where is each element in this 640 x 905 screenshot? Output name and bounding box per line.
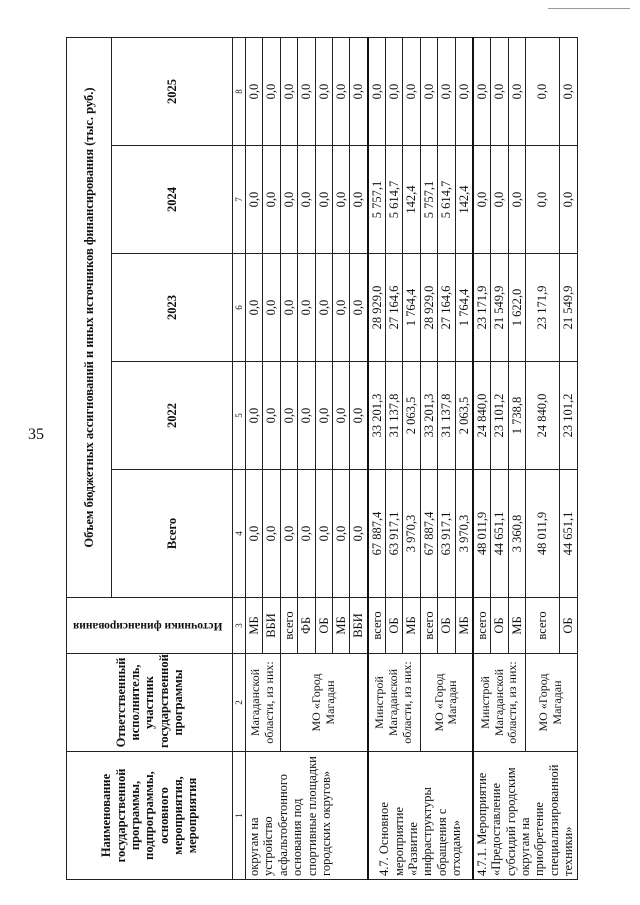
funding-value: 0,0: [298, 470, 315, 598]
funding-value: 0,0: [350, 470, 368, 598]
funding-value: 3 970,3: [403, 470, 420, 598]
funding-value: 23 171,9: [526, 254, 560, 362]
funding-source: ОБ: [438, 598, 455, 654]
funding-value: 0,0: [315, 470, 332, 598]
header-year: 2022: [112, 362, 233, 470]
funding-source: ОБ: [560, 598, 577, 654]
funding-value: 5 614,7: [438, 146, 455, 254]
funding-value: 0,0: [263, 362, 280, 470]
funding-value: 0,0: [332, 470, 349, 598]
funding-value: 0,0: [246, 470, 263, 598]
funding-source: всего: [526, 598, 560, 654]
funding-source: МБ: [332, 598, 349, 654]
funding-value: 142,4: [455, 146, 473, 254]
funding-value: 63 917,1: [438, 470, 455, 598]
header-source: [67, 598, 233, 654]
funding-value: 1 738,8: [508, 362, 525, 470]
header-total: Всего: [112, 470, 233, 598]
funding-source: всего: [473, 598, 491, 654]
funding-value: 23 101,2: [560, 362, 577, 470]
funding-source: ОБ: [315, 598, 332, 654]
responsible-executor: МО «Город Магадан: [526, 654, 578, 752]
funding-value: 1 622,0: [508, 254, 525, 362]
funding-source: МБ: [403, 598, 420, 654]
funding-value: 3 970,3: [455, 470, 473, 598]
funding-value: 24 840,0: [473, 362, 491, 470]
funding-source: всего: [280, 598, 297, 654]
funding-value: 1 764,4: [403, 254, 420, 362]
funding-value: 23 101,2: [491, 362, 508, 470]
funding-value: 0,0: [280, 362, 297, 470]
funding-source: ОБ: [491, 598, 508, 654]
funding-source: ФБ: [298, 598, 315, 654]
funding-source: ВБИ: [350, 598, 368, 654]
funding-value: 0,0: [560, 146, 577, 254]
rotated-table-container: [66, 38, 586, 880]
funding-value: 63 917,1: [386, 470, 403, 598]
funding-value: 0,0: [386, 38, 403, 146]
funding-value: 0,0: [298, 146, 315, 254]
funding-value: 0,0: [508, 38, 525, 146]
funding-value: 0,0: [473, 146, 491, 254]
column-number: 4: [233, 470, 246, 598]
funding-value: 0,0: [368, 38, 386, 146]
funding-value: 48 011,9: [473, 470, 491, 598]
measure-name: 4.7. Основное мероприятие «Развитие инфраструктуры обращения с отходами»: [368, 752, 473, 880]
funding-value: 44 651,1: [491, 470, 508, 598]
column-number: 3: [233, 598, 246, 654]
funding-value: 0,0: [298, 38, 315, 146]
funding-value: 0,0: [246, 146, 263, 254]
header-source-label: Источники финансирования: [73, 620, 223, 633]
funding-source: ВБИ: [263, 598, 280, 654]
funding-source: всего: [420, 598, 437, 654]
funding-value: 0,0: [403, 38, 420, 146]
funding-value: 0,0: [473, 38, 491, 146]
funding-value: 0,0: [350, 254, 368, 362]
funding-value: 0,0: [491, 38, 508, 146]
funding-value: 0,0: [298, 362, 315, 470]
funding-value: 0,0: [526, 146, 560, 254]
funding-value: 0,0: [246, 254, 263, 362]
funding-value: 0,0: [332, 38, 349, 146]
funding-value: 0,0: [315, 254, 332, 362]
responsible-executor: Минстрой Магаданской области, из них:: [368, 654, 421, 752]
funding-value: 0,0: [263, 254, 280, 362]
funding-value: 2 063,5: [403, 362, 420, 470]
table-row: [246, 38, 263, 880]
funding-value: 21 549,9: [491, 254, 508, 362]
funding-value: 5 757,1: [420, 146, 437, 254]
funding-value: 28 929,0: [420, 254, 437, 362]
funding-value: 0,0: [246, 362, 263, 470]
header-volume: Объем бюджетных ассигнований и иных источников финансирования (тыс. руб.): [67, 38, 112, 598]
funding-value: 0,0: [350, 38, 368, 146]
funding-value: 0,0: [246, 38, 263, 146]
funding-value: 28 929,0: [368, 254, 386, 362]
funding-value: 67 887,4: [420, 470, 437, 598]
funding-value: 0,0: [263, 38, 280, 146]
funding-value: 0,0: [350, 362, 368, 470]
funding-value: 0,0: [526, 38, 560, 146]
funding-value: 142,4: [403, 146, 420, 254]
column-number: 6: [233, 254, 246, 362]
top-rule: [548, 8, 630, 9]
column-number: 2: [233, 654, 246, 752]
funding-value: 0,0: [280, 146, 297, 254]
funding-value: 0,0: [332, 254, 349, 362]
column-number: 7: [233, 146, 246, 254]
funding-value: 33 201,3: [368, 362, 386, 470]
header-name: Наименование государственной программы, подпрограммы, основного мероприятия, мероприятия: [67, 752, 233, 880]
funding-value: 24 840,0: [526, 362, 560, 470]
funding-value: 44 651,1: [560, 470, 577, 598]
funding-value: 5 614,7: [386, 146, 403, 254]
funding-value: 0,0: [315, 38, 332, 146]
funding-value: 0,0: [560, 38, 577, 146]
funding-value: 23 171,9: [473, 254, 491, 362]
funding-value: 0,0: [455, 38, 473, 146]
funding-value: 0,0: [280, 470, 297, 598]
funding-value: 3 360,8: [508, 470, 525, 598]
table-row: [368, 38, 386, 880]
header-responsible: Ответственный исполнитель, участник государственной программы: [67, 654, 233, 752]
funding-value: 67 887,4: [368, 470, 386, 598]
funding-source: ОБ: [386, 598, 403, 654]
funding-value: 21 549,9: [560, 254, 577, 362]
funding-value: 0,0: [263, 146, 280, 254]
funding-value: 0,0: [420, 38, 437, 146]
column-number: 1: [233, 752, 246, 880]
funding-value: 0,0: [508, 146, 525, 254]
funding-source: МБ: [455, 598, 473, 654]
funding-value: 31 137,8: [438, 362, 455, 470]
funding-value: 33 201,3: [420, 362, 437, 470]
funding-value: 2 063,5: [455, 362, 473, 470]
funding-source: МБ: [246, 598, 263, 654]
measure-name: 4.7.1. Мероприятие «Предоставление субсидий городским округам на приобретение специализированной техники»: [473, 752, 577, 880]
responsible-executor: МО «Город Магадан: [420, 654, 473, 752]
funding-value: 31 137,8: [386, 362, 403, 470]
header-year: 2024: [112, 146, 233, 254]
measure-name: округам на устройство асфальтобетонного основания под спортивные площадки городских округов»: [246, 752, 368, 880]
responsible-executor: Минстрой Магаданской области, из них:: [473, 654, 526, 752]
funding-value: 48 011,9: [526, 470, 560, 598]
funding-value: 0,0: [491, 146, 508, 254]
column-number: 8: [233, 38, 246, 146]
table-body: [246, 38, 578, 880]
responsible-executor: Магаданской области, из них:: [246, 654, 281, 752]
column-number: 5: [233, 362, 246, 470]
funding-table: [66, 37, 578, 880]
funding-value: 0,0: [315, 362, 332, 470]
funding-value: 0,0: [350, 146, 368, 254]
page-number: 35: [28, 426, 44, 443]
funding-source: всего: [368, 598, 386, 654]
funding-value: 0,0: [315, 146, 332, 254]
funding-value: 5 757,1: [368, 146, 386, 254]
funding-source: МБ: [508, 598, 525, 654]
funding-value: 0,0: [280, 254, 297, 362]
funding-value: 27 164,6: [438, 254, 455, 362]
funding-value: 1 764,4: [455, 254, 473, 362]
funding-value: 0,0: [280, 38, 297, 146]
funding-value: 27 164,6: [386, 254, 403, 362]
responsible-executor: МО «Город Магадан: [280, 654, 367, 752]
header-year: 2023: [112, 254, 233, 362]
funding-value: 0,0: [438, 38, 455, 146]
funding-value: 0,0: [263, 470, 280, 598]
funding-value: 0,0: [298, 254, 315, 362]
funding-value: 0,0: [332, 362, 349, 470]
funding-value: 0,0: [332, 146, 349, 254]
header-year: 2025: [112, 38, 233, 146]
table-row: [473, 38, 491, 880]
